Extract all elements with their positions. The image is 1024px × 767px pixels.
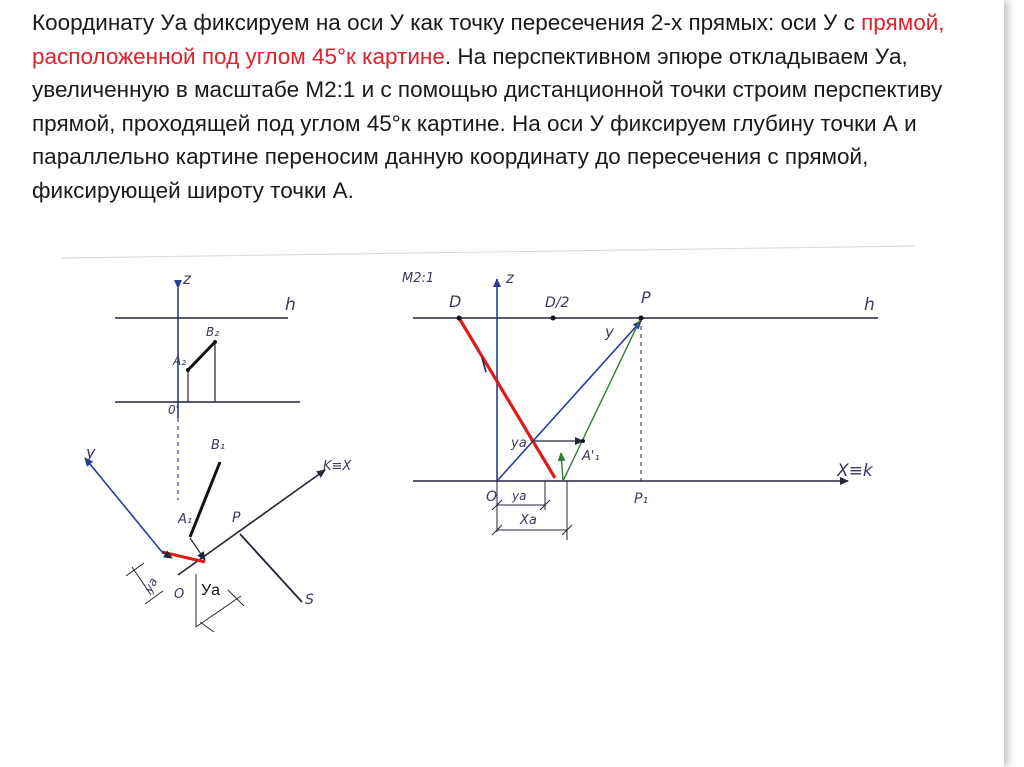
plan-o-label: O: [174, 587, 185, 602]
line-p-s: [240, 534, 302, 602]
point-b2: [213, 340, 217, 344]
b1-label: B₁: [211, 438, 226, 453]
red-diagonal-d: [459, 318, 555, 478]
segment-a1-b1: [190, 462, 220, 537]
p1-label: P₁: [634, 491, 649, 507]
green-tick: [561, 453, 563, 481]
paragraph-part-2: . На перспективном эпюре откладываем Уа, увеличенную в масштабе М2:1 и с помощью дистанционной точки строим перспективу прямой, проходящей под углом 45°к картине. На оси У фиксируем глубину точки А и параллельно картине переносим данную координату до пересечения с прямой, фиксирующей широту точки А.: [32, 43, 943, 203]
xa-dim-label: Xa: [520, 513, 537, 528]
point-d: [457, 316, 462, 321]
scale-label: M2:1: [402, 271, 435, 286]
ya-box-label: Уа: [201, 582, 221, 599]
point-d-half: [551, 316, 556, 321]
x-k-label: X≡k: [837, 461, 873, 481]
paragraph-highlight: прямой, расположенной под углом 45°к картине: [32, 10, 945, 69]
scan-line: [62, 246, 915, 258]
plan-p-label: P: [232, 510, 241, 526]
right-y-axis-to-p: [497, 321, 641, 481]
b2-label: B₂: [206, 325, 220, 339]
k-x-label: K≡X: [323, 459, 352, 474]
right-y-label: y: [605, 323, 614, 341]
point-a1-prime: [581, 439, 585, 443]
left-orthographic-diagram: [85, 270, 352, 632]
right-p-label: P: [641, 288, 651, 307]
d-label: D: [449, 292, 462, 311]
ya-mid-label: ya: [511, 436, 527, 451]
right-h-label: h: [864, 295, 875, 315]
s-label: S: [305, 592, 314, 608]
a2-label: A₂: [173, 354, 187, 368]
green-line-to-p: [563, 320, 640, 481]
ya-rotated-label: ya: [141, 575, 161, 595]
segment-a2-b2: [188, 342, 215, 370]
ya-tick-1: [126, 563, 144, 576]
a1-prime-label: A'₁: [582, 449, 600, 464]
point-a2: [186, 368, 190, 372]
left-z-label: z: [183, 270, 191, 288]
projector-a1: [190, 538, 205, 560]
d-half-label: D/2: [545, 295, 570, 311]
o-prime-label: 0': [168, 403, 179, 417]
red-45-degree-line: [162, 552, 205, 562]
point-p: [639, 316, 644, 321]
left-h-label: h: [285, 295, 296, 315]
ya-box-bottom: [196, 596, 241, 627]
a1-label: A₁: [178, 512, 193, 527]
plan-y-axis: [85, 458, 162, 552]
right-perspective-diagram: [402, 269, 878, 540]
plan-k-x-axis: [178, 470, 325, 575]
plan-y-label: y: [86, 443, 96, 462]
right-o-label: O: [486, 489, 498, 505]
ya-dim-label: ya: [512, 489, 527, 503]
right-z-label: z: [506, 269, 514, 287]
paragraph-part-1: Координату Уа фиксируем на оси У как точку пересечения 2-х прямых: оси У с: [32, 10, 862, 35]
ya-box-tick-2: [200, 622, 214, 632]
